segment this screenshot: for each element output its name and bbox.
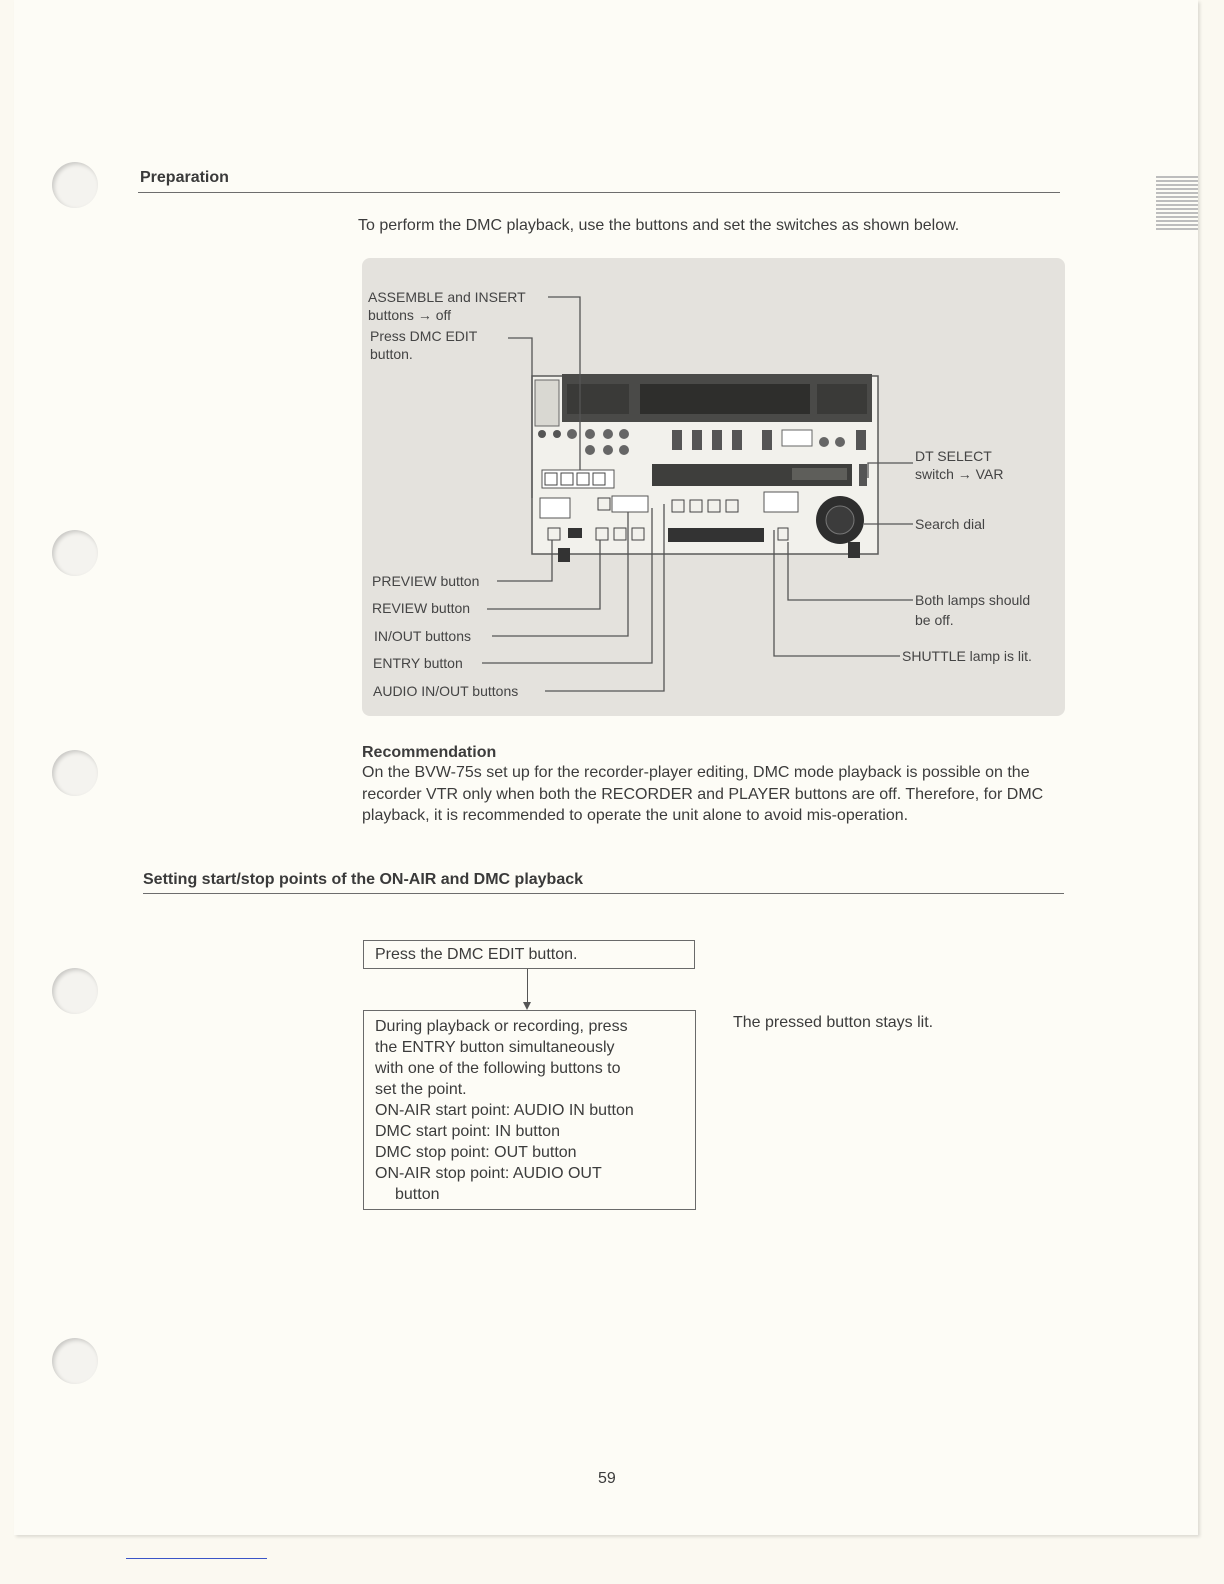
search-dial-label: Search dial — [915, 516, 986, 532]
audio-in-out-label: AUDIO IN/OUT buttons — [373, 683, 519, 699]
binder-hole — [52, 162, 98, 208]
both-lamps-label-line1: Both lamps should — [915, 592, 1031, 608]
assemble-insert-label-line1: ASSEMBLE and INSERT — [368, 289, 526, 305]
step-line: ON-AIR stop point: AUDIO OUT — [375, 1165, 602, 1182]
entry-button-label: ENTRY button — [373, 655, 463, 671]
recommendation-title: Recommendation — [362, 744, 497, 761]
binder-hole — [52, 968, 98, 1014]
section-rule — [138, 192, 1060, 193]
step-line: During playback or recording, press — [375, 1018, 628, 1035]
dt-select-label-line2: switch → VAR — [915, 466, 1004, 482]
section-tab-marker — [1156, 176, 1198, 232]
preparation-heading: Preparation — [140, 169, 229, 186]
section-rule — [143, 893, 1064, 894]
step-press-dmc-edit: Press the DMC EDIT button. — [363, 940, 695, 969]
binder-hole — [52, 530, 98, 576]
step-line: with one of the following buttons to — [375, 1060, 621, 1077]
preparation-intro: To perform the DMC playback, use the buttons and set the switches as shown below. — [358, 217, 960, 234]
step-line: ON-AIR start point: AUDIO IN button — [375, 1102, 634, 1119]
binder-hole — [52, 1338, 98, 1384]
binder-hole — [52, 750, 98, 796]
pressed-button-note: The pressed button stays lit. — [733, 1014, 934, 1031]
step-line: set the point. — [375, 1081, 467, 1098]
both-lamps-label-line2: be off. — [915, 612, 954, 628]
dmc-edit-label-line2: button. — [370, 346, 413, 362]
step-line: DMC stop point: OUT button — [375, 1144, 577, 1161]
dmc-edit-label-line1: Press DMC EDIT — [370, 328, 478, 344]
assemble-insert-label-line2: buttons → off — [368, 307, 452, 323]
vtr-unit-drawing — [532, 374, 878, 562]
in-out-buttons-label: IN/OUT buttons — [374, 628, 472, 644]
footer-link-line — [126, 1558, 267, 1559]
setting-heading: Setting start/stop points of the ON-AIR and DMC playback — [143, 871, 584, 888]
step-set-points — [363, 1010, 696, 1210]
shuttle-lamp-label: SHUTTLE lamp is lit. — [902, 648, 1032, 664]
flow-connector — [527, 969, 528, 1005]
page-number: 59 — [598, 1470, 616, 1487]
step-line: DMC start point: IN button — [375, 1123, 560, 1140]
step-line: the ENTRY button simultaneously — [375, 1039, 615, 1056]
dt-select-label-line1: DT SELECT — [915, 448, 992, 464]
preview-button-label: PREVIEW button — [372, 573, 480, 589]
step-line: button — [395, 1186, 440, 1203]
review-button-label: REVIEW button — [372, 600, 471, 616]
recommendation-body: On the BVW-75s set up for the recorder-player editing, DMC mode playback is possible on the recorder VTR only when both the RECORDER and PLAYER buttons are off. Therefore, for DMC playback, it is recommended to operate the unit alone to avoid mis-operation. — [362, 764, 1044, 824]
flow-arrow-icon — [523, 1002, 531, 1010]
